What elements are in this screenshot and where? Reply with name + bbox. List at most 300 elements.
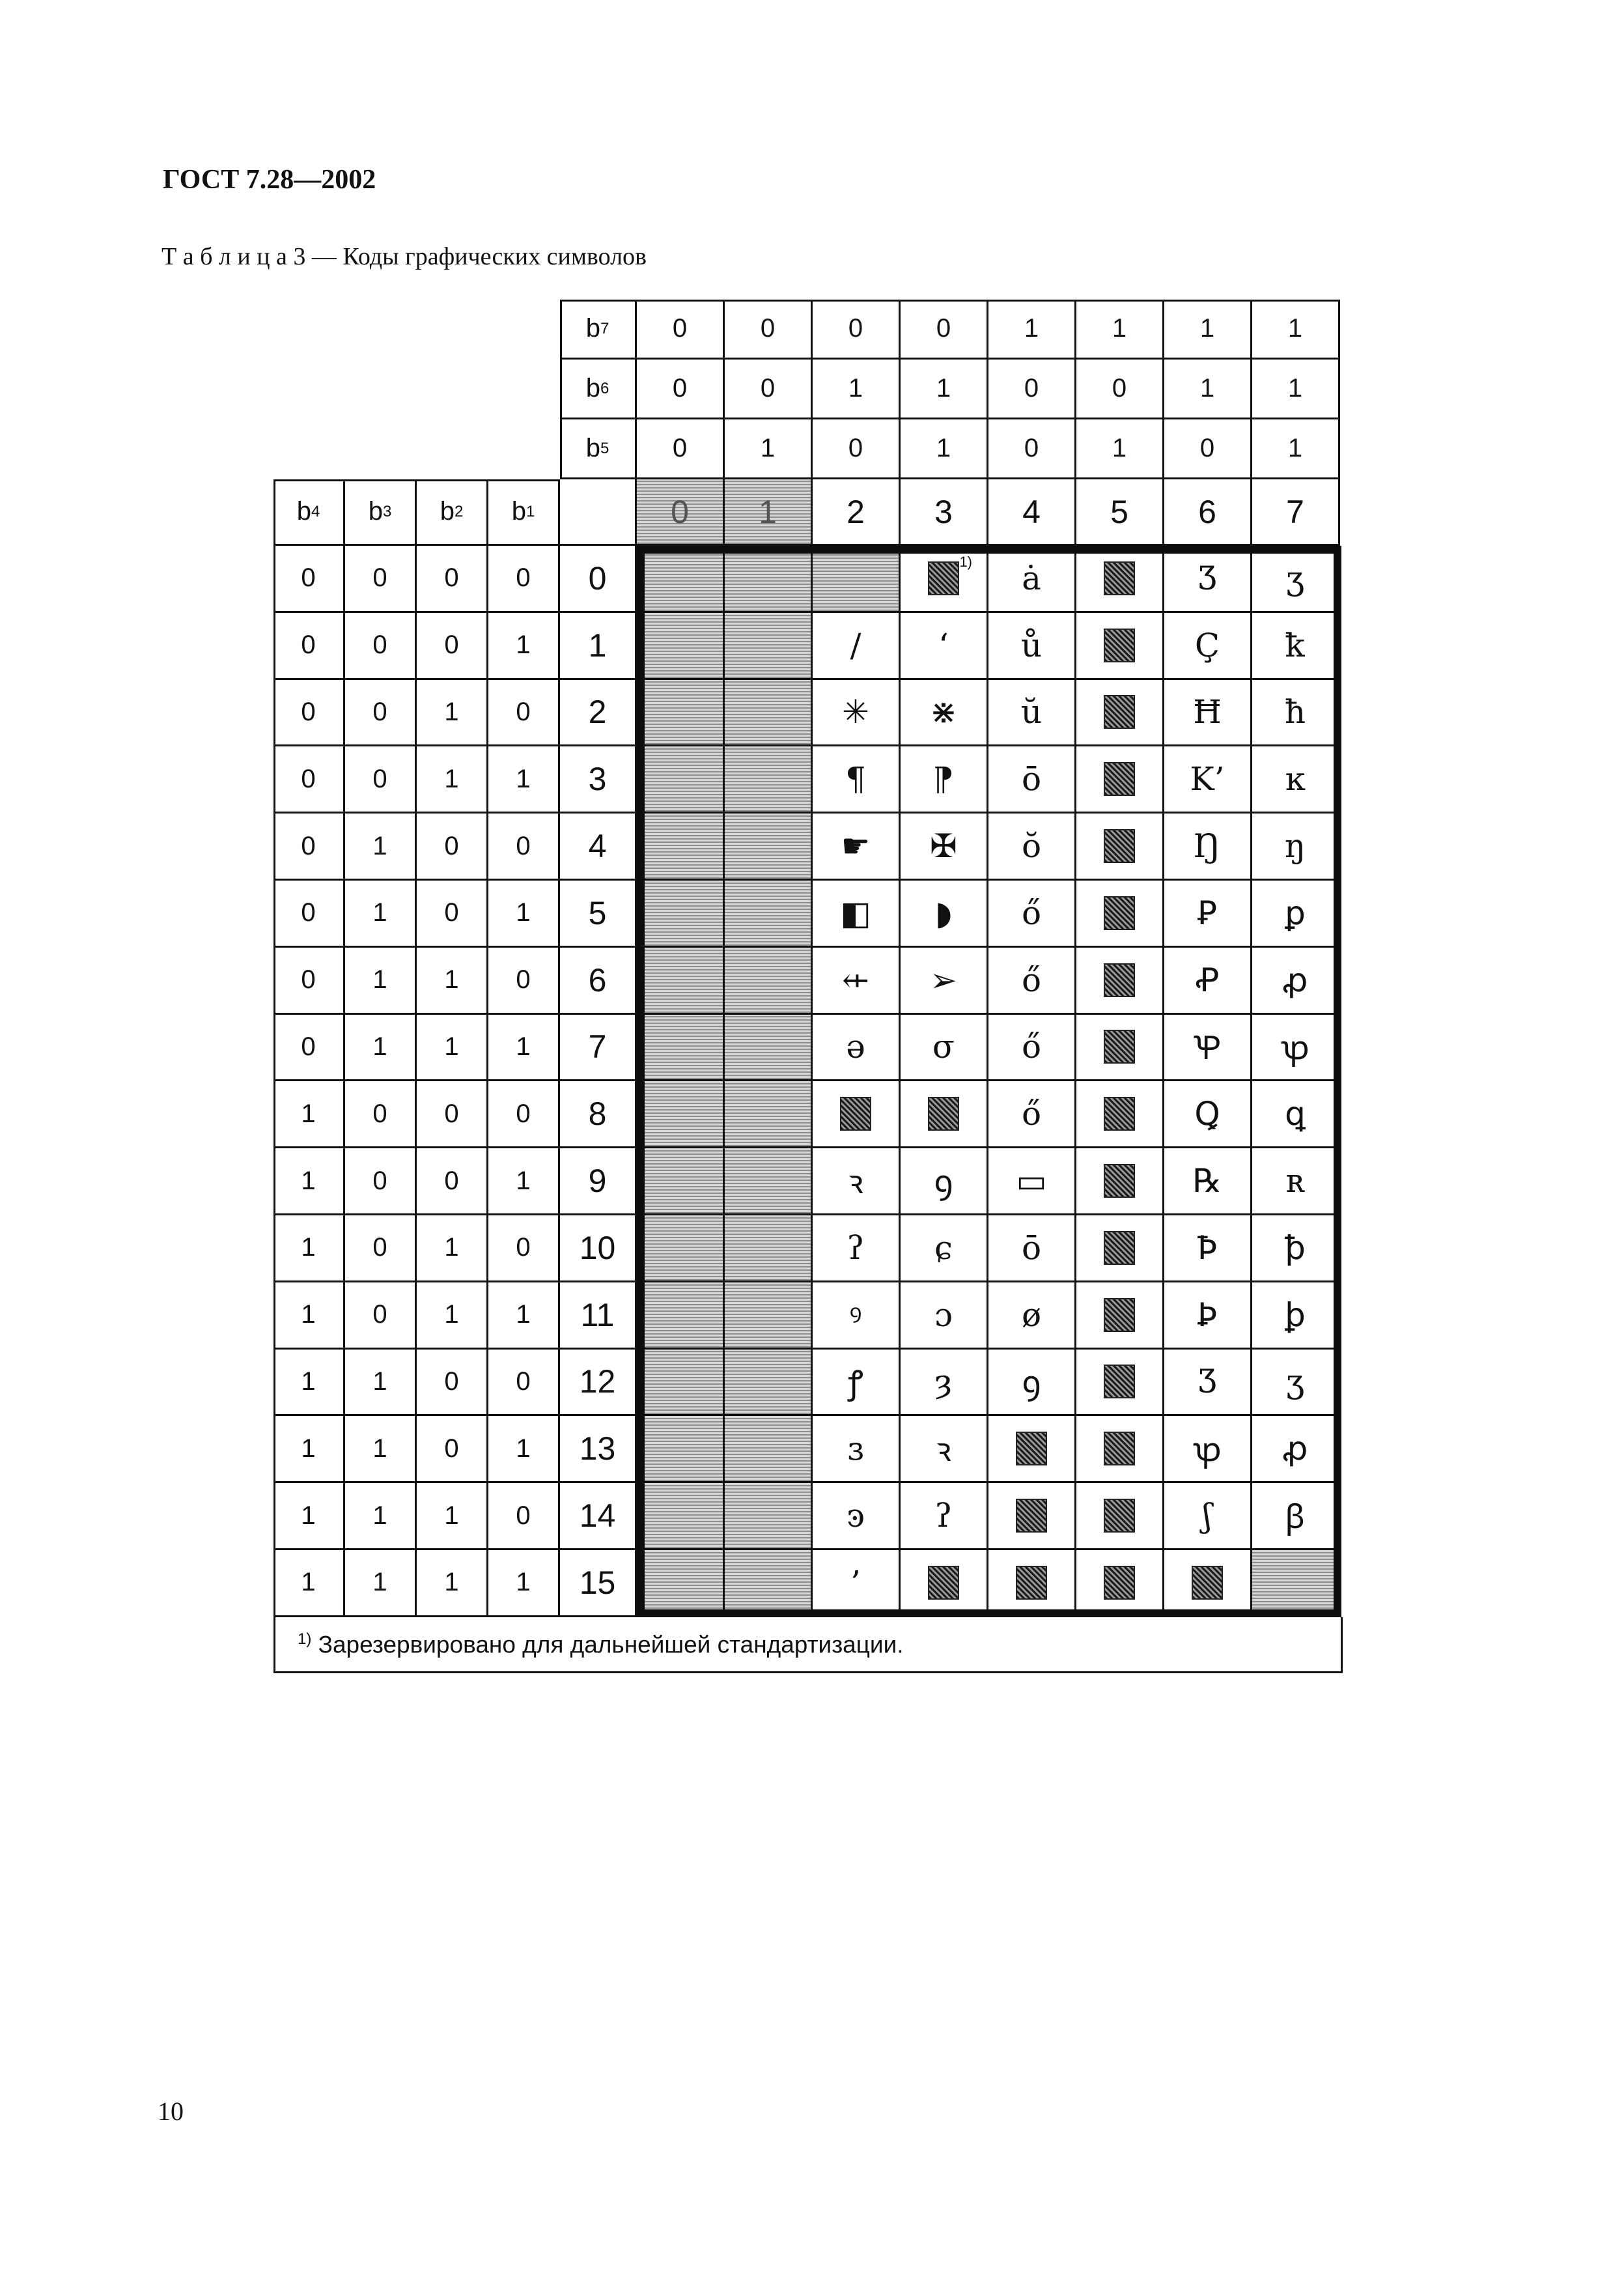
row-1-bit-b3: 0 <box>345 613 417 680</box>
symbol-cell-4-2 <box>988 680 1076 747</box>
symbol-cell-2-0 <box>813 546 901 613</box>
symbol-cell-4-7 <box>988 1015 1076 1082</box>
glyph: ꝛ <box>936 1431 951 1469</box>
row-header-10: 10 <box>560 1215 637 1282</box>
row-12-bit-b4: 1 <box>273 1350 345 1417</box>
bit-label-text: b <box>440 497 455 526</box>
bit-label-b2 <box>417 479 488 546</box>
glyph: ő <box>1021 961 1042 999</box>
row-7-bit-b4: 0 <box>273 1015 345 1082</box>
glyph: Ʒ <box>1197 1363 1217 1401</box>
row-11-bit-b3: 0 <box>345 1282 417 1350</box>
bit-label-b1 <box>488 479 560 546</box>
glyph: K’ <box>1190 760 1225 799</box>
row-10-bit-b2: 1 <box>417 1215 488 1282</box>
symbol-cell-6-15 <box>1164 1550 1252 1617</box>
bit-label-subscript: 4 <box>311 502 320 520</box>
symbol-cell-3-5 <box>901 881 988 948</box>
symbol-cell-6-7 <box>1164 1015 1252 1082</box>
bit-label-text: b <box>296 497 311 526</box>
symbol-cell-0-4 <box>637 814 725 881</box>
row-header-0: 0 <box>560 546 637 613</box>
row-header-4: 4 <box>560 814 637 881</box>
glyph: ¶ <box>845 760 866 799</box>
glyph: ŭ <box>1020 693 1043 731</box>
row-13-bit-b4: 1 <box>273 1416 345 1483</box>
symbol-cell-5-11 <box>1076 1282 1164 1350</box>
symbol-cell-3-11 <box>901 1282 988 1350</box>
symbol-cell-3-13 <box>901 1416 988 1483</box>
glyph: ✳ <box>842 693 869 731</box>
glyph: ▭ <box>1016 1162 1047 1200</box>
symbol-cell-1-12 <box>725 1350 813 1417</box>
symbol-cell-2-7 <box>813 1015 901 1082</box>
symbol-cell-4-11 <box>988 1282 1076 1350</box>
bit-b6-col-0: 0 <box>637 360 725 419</box>
symbol-cell-6-9 <box>1164 1148 1252 1215</box>
symbol-cell-4-9 <box>988 1148 1076 1215</box>
glyph: ꝯ <box>1022 1364 1041 1402</box>
row-10-bit-b3: 0 <box>345 1215 417 1282</box>
row-2-bit-b4: 0 <box>273 680 345 747</box>
glyph: ő <box>1021 894 1042 932</box>
reserved-block-icon <box>1104 829 1135 863</box>
symbol-cell-5-3 <box>1076 746 1164 814</box>
row-15-bit-b2: 1 <box>417 1550 488 1617</box>
glyph: ꞵ <box>1285 1498 1306 1536</box>
glyph: ŋ <box>1284 827 1306 866</box>
bit-b6-col-1: 0 <box>725 360 813 419</box>
row-10-bit-b1: 0 <box>488 1215 560 1282</box>
symbol-cell-6-12 <box>1164 1350 1252 1417</box>
row-1-bit-b1: 1 <box>488 613 560 680</box>
row-15-bit-b3: 1 <box>345 1550 417 1617</box>
glyph: ꝕ <box>1281 1029 1309 1068</box>
row-15-bit-b4: 1 <box>273 1550 345 1617</box>
glyph: ő <box>1021 1028 1042 1066</box>
row-2-bit-b2: 1 <box>417 680 488 747</box>
row-header-7: 7 <box>560 1015 637 1082</box>
glyph: ‘ <box>938 626 949 664</box>
column-header-4: 4 <box>988 479 1076 546</box>
symbol-cell-0-5 <box>637 881 725 948</box>
glyph: ø <box>1021 1295 1042 1334</box>
row-header-13: 13 <box>560 1416 637 1483</box>
glyph: ʒ <box>1285 559 1305 597</box>
bit-b7-col-7: 1 <box>1252 300 1340 360</box>
symbol-cell-2-10 <box>813 1215 901 1282</box>
row-12-bit-b2: 0 <box>417 1350 488 1417</box>
glyph: ɕ <box>934 1228 953 1267</box>
symbol-cell-7-6 <box>1252 948 1340 1015</box>
row-14-bit-b3: 1 <box>345 1483 417 1550</box>
column-header-1: 1 <box>725 479 813 546</box>
bit-b5-col-6: 0 <box>1164 419 1252 479</box>
glyph: ꝥ <box>1285 1228 1306 1267</box>
row-5-bit-b4: 0 <box>273 881 345 948</box>
bit-label-b6 <box>560 360 637 419</box>
row-13-bit-b2: 0 <box>417 1416 488 1483</box>
row-header-1: 1 <box>560 613 637 680</box>
row-2-bit-b1: 0 <box>488 680 560 747</box>
glyph: ꝧ <box>1285 1295 1306 1334</box>
symbol-cell-2-6 <box>813 948 901 1015</box>
reserved-block-icon <box>1192 1566 1223 1600</box>
reserved-block-icon <box>1104 963 1135 997</box>
bit-label-b4 <box>273 479 345 546</box>
symbol-cell-5-6 <box>1076 948 1164 1015</box>
symbol-cell-4-0 <box>988 546 1076 613</box>
symbol-cell-5-10 <box>1076 1215 1164 1282</box>
column-header-7: 7 <box>1252 479 1340 546</box>
glyph: ȝ <box>934 1363 953 1401</box>
glyph: ꝗ <box>1285 1095 1306 1133</box>
symbol-cell-7-1 <box>1252 613 1340 680</box>
row-4-bit-b3: 1 <box>345 814 417 881</box>
bit-b5-col-2: 0 <box>813 419 901 479</box>
reserved-block-icon <box>1104 1231 1135 1265</box>
row-15-bit-b1: 1 <box>488 1550 560 1617</box>
symbol-cell-7-8 <box>1252 1081 1340 1148</box>
symbol-cell-4-6 <box>988 948 1076 1015</box>
symbol-cell-6-5 <box>1164 881 1252 948</box>
reserved-block-icon <box>1104 896 1135 930</box>
symbol-cell-1-9 <box>725 1148 813 1215</box>
symbol-cell-5-1 <box>1076 613 1164 680</box>
footnote-marker: 1) <box>298 1630 312 1648</box>
symbol-cell-6-6 <box>1164 948 1252 1015</box>
row-8-bit-b1: 0 <box>488 1081 560 1148</box>
symbol-cell-6-3 <box>1164 746 1252 814</box>
bit-label-b5 <box>560 419 637 479</box>
row-5-bit-b2: 0 <box>417 881 488 948</box>
symbol-cell-6-10 <box>1164 1215 1252 1282</box>
symbol-cell-3-9 <box>901 1148 988 1215</box>
row-8-bit-b2: 0 <box>417 1081 488 1148</box>
reserved-block-icon <box>1104 1432 1135 1465</box>
bit-b6-col-6: 1 <box>1164 360 1252 419</box>
row-14-bit-b4: 1 <box>273 1483 345 1550</box>
reserved-block-icon <box>1104 762 1135 796</box>
glyph: ō <box>1021 1228 1042 1267</box>
symbol-cell-6-14 <box>1164 1483 1252 1550</box>
symbol-cell-7-0 <box>1252 546 1340 613</box>
symbol-cell-4-12 <box>988 1350 1076 1417</box>
glyph: ŏ <box>1021 827 1042 866</box>
symbol-cell-1-5 <box>725 881 813 948</box>
symbol-cell-6-13 <box>1164 1416 1252 1483</box>
glyph: ⇷ <box>842 961 869 999</box>
column-header-6: 6 <box>1164 479 1252 546</box>
symbol-cell-2-3 <box>813 746 901 814</box>
glyph: ✠ <box>930 827 957 866</box>
symbol-cell-0-13 <box>637 1416 725 1483</box>
reserved-block-icon <box>928 1566 959 1600</box>
glyph: ꝓ <box>1282 1430 1308 1468</box>
row-11-bit-b2: 1 <box>417 1282 488 1350</box>
row-header-2: 2 <box>560 680 637 747</box>
symbol-cell-4-5 <box>988 881 1076 948</box>
symbol-cell-0-1 <box>637 613 725 680</box>
reserved-block-icon <box>1104 1365 1135 1398</box>
symbol-cell-1-15 <box>725 1550 813 1617</box>
row-6-bit-b2: 1 <box>417 948 488 1015</box>
bit-b7-col-4: 1 <box>988 300 1076 360</box>
row-1-bit-b4: 0 <box>273 613 345 680</box>
footnote-text: Зарезервировано для дальнейшей стандартизации. <box>318 1631 904 1658</box>
bit-b5-col-1: 1 <box>725 419 813 479</box>
bit-label-subscript: 2 <box>454 502 464 520</box>
symbol-cell-2-14 <box>813 1483 901 1550</box>
reserved-block-icon <box>1016 1566 1047 1600</box>
glyph: Ꝕ <box>1193 1029 1222 1068</box>
symbol-cell-6-2 <box>1164 680 1252 747</box>
bit-label-text: b <box>368 497 383 526</box>
symbol-cell-3-6 <box>901 948 988 1015</box>
symbol-cell-3-10 <box>901 1215 988 1282</box>
glyph: ɜ <box>847 1430 864 1468</box>
row-0-bit-b3: 0 <box>345 546 417 613</box>
row-4-bit-b1: 0 <box>488 814 560 881</box>
glyph: Ʒ <box>1197 559 1217 597</box>
reserved-block-icon <box>1104 1298 1135 1332</box>
bit-b7-col-1: 0 <box>725 300 813 360</box>
symbol-cell-4-3 <box>988 746 1076 814</box>
glyph: Ꝓ <box>1195 961 1220 999</box>
glyph: Ħ <box>1193 693 1222 731</box>
symbol-cell-3-7 <box>901 1015 988 1082</box>
symbol-cell-0-11 <box>637 1282 725 1350</box>
row-header-15: 15 <box>560 1550 637 1617</box>
glyph: ⋇ <box>930 693 957 731</box>
symbol-cell-5-12 <box>1076 1350 1164 1417</box>
reserved-block-icon <box>840 1097 871 1131</box>
symbol-cell-0-12 <box>637 1350 725 1417</box>
row-header-5: 5 <box>560 881 637 948</box>
glyph: ʀ <box>1285 1162 1305 1200</box>
glyph: Ŋ <box>1193 827 1222 866</box>
column-header-5: 5 <box>1076 479 1164 546</box>
symbol-cell-3-0 <box>901 546 988 613</box>
symbol-cell-5-8 <box>1076 1081 1164 1148</box>
reserved-block-icon <box>1104 1097 1135 1131</box>
symbol-cell-5-13 <box>1076 1416 1164 1483</box>
row-header-6: 6 <box>560 948 637 1015</box>
glyph: ꝭ <box>848 1364 863 1402</box>
row-3-bit-b2: 1 <box>417 746 488 814</box>
row-header-3: 3 <box>560 746 637 814</box>
glyph: ꝯ <box>934 1163 953 1202</box>
row-6-bit-b4: 0 <box>273 948 345 1015</box>
symbol-cell-7-14 <box>1252 1483 1340 1550</box>
glyph: ȧ <box>1022 559 1041 597</box>
symbol-cell-1-11 <box>725 1282 813 1350</box>
row-header-9: 9 <box>560 1148 637 1215</box>
reserved-block-icon <box>1104 1499 1135 1533</box>
symbol-cell-2-1 <box>813 613 901 680</box>
bit-b7-col-3: 0 <box>901 300 988 360</box>
symbol-cell-7-3 <box>1252 746 1340 814</box>
symbol-cell-7-5 <box>1252 881 1340 948</box>
bit-label-subscript: 5 <box>600 439 609 457</box>
glyph: σ <box>932 1028 955 1066</box>
bit-label-b3 <box>345 479 417 546</box>
row-header-11: 11 <box>560 1282 637 1350</box>
row-7-bit-b2: 1 <box>417 1015 488 1082</box>
row-5-bit-b1: 1 <box>488 881 560 948</box>
symbol-cell-7-4 <box>1252 814 1340 881</box>
symbol-cell-7-10 <box>1252 1215 1340 1282</box>
reserved-block-icon <box>1104 1566 1135 1600</box>
symbol-cell-1-10 <box>725 1215 813 1282</box>
bit-b6-col-2: 1 <box>813 360 901 419</box>
symbol-cell-1-14 <box>725 1483 813 1550</box>
bit-label-subscript: 1 <box>525 502 535 520</box>
glyph: Ꝑ <box>1197 894 1218 932</box>
symbol-cell-2-9 <box>813 1148 901 1215</box>
row-9-bit-b2: 0 <box>417 1148 488 1215</box>
glyph: ꝛ <box>848 1163 863 1202</box>
bit-b6-col-4: 0 <box>988 360 1076 419</box>
symbol-cell-4-13 <box>988 1416 1076 1483</box>
symbol-cell-1-13 <box>725 1416 813 1483</box>
glyph: ʒ <box>1285 1363 1305 1401</box>
symbol-cell-1-2 <box>725 680 813 747</box>
bit-label-subscript: 7 <box>600 319 609 337</box>
glyph: ⁋ <box>933 760 954 799</box>
symbol-cell-4-1 <box>988 613 1076 680</box>
symbol-cell-3-15 <box>901 1550 988 1617</box>
glyph: ꝰ <box>849 1297 862 1335</box>
symbol-cell-0-10 <box>637 1215 725 1282</box>
row-13-bit-b1: 1 <box>488 1416 560 1483</box>
glyph: ☛ <box>841 827 871 866</box>
symbol-cell-3-4 <box>901 814 988 881</box>
bit-label-text: b <box>585 374 600 403</box>
symbol-cell-3-1 <box>901 613 988 680</box>
glyph: ʔ <box>934 1497 953 1535</box>
symbol-cell-3-12 <box>901 1350 988 1417</box>
symbol-cell-1-4 <box>725 814 813 881</box>
row-9-bit-b3: 0 <box>345 1148 417 1215</box>
bit-b6-col-7: 1 <box>1252 360 1340 419</box>
symbol-cell-1-8 <box>725 1081 813 1148</box>
glyph: ꝓ <box>1282 961 1308 999</box>
symbol-cell-6-1 <box>1164 613 1252 680</box>
glyph: ꝕ <box>1193 1431 1222 1469</box>
row-0-bit-b2: 0 <box>417 546 488 613</box>
row-6-bit-b3: 1 <box>345 948 417 1015</box>
row-header-12: 12 <box>560 1350 637 1417</box>
glyph: ʔ <box>847 1228 865 1267</box>
symbol-cell-5-0 <box>1076 546 1164 613</box>
row-12-bit-b3: 1 <box>345 1350 417 1417</box>
reserved-block-icon <box>928 1097 959 1131</box>
symbol-cell-6-4 <box>1164 814 1252 881</box>
glyph: Ç <box>1194 626 1220 664</box>
symbol-cell-4-10 <box>988 1215 1076 1282</box>
row-13-bit-b3: 1 <box>345 1416 417 1483</box>
symbol-cell-5-15 <box>1076 1550 1164 1617</box>
column-header-3: 3 <box>901 479 988 546</box>
row-14-bit-b1: 0 <box>488 1483 560 1550</box>
symbol-cell-2-2 <box>813 680 901 747</box>
symbol-cell-5-5 <box>1076 881 1164 948</box>
bit-b6-col-3: 1 <box>901 360 988 419</box>
reserved-block-icon <box>1104 561 1135 595</box>
row-8-bit-b4: 1 <box>273 1081 345 1148</box>
symbol-cell-0-3 <box>637 746 725 814</box>
symbol-cell-6-8 <box>1164 1081 1252 1148</box>
row-3-bit-b3: 0 <box>345 746 417 814</box>
symbol-cell-2-8 <box>813 1081 901 1148</box>
symbol-cell-0-0 <box>637 546 725 613</box>
symbol-cell-3-2 <box>901 680 988 747</box>
bit-label-text: b <box>585 314 600 343</box>
row-6-bit-b1: 0 <box>488 948 560 1015</box>
glyph: ĸ <box>1285 760 1306 799</box>
symbol-cell-3-14 <box>901 1483 988 1550</box>
reserved-block-icon <box>1016 1432 1047 1465</box>
glyph: Ꝧ <box>1197 1295 1218 1334</box>
table-footnote <box>273 1617 1343 1673</box>
row-3-bit-b4: 0 <box>273 746 345 814</box>
symbol-cell-1-7 <box>725 1015 813 1082</box>
row-1-bit-b2: 0 <box>417 613 488 680</box>
bit-b5-col-5: 1 <box>1076 419 1164 479</box>
table-caption: Т а б л и ц а 3 — Коды графических символов <box>161 243 647 270</box>
symbol-cell-3-3 <box>901 746 988 814</box>
glyph: ꜿ <box>846 1497 865 1535</box>
bit-b5-col-3: 1 <box>901 419 988 479</box>
symbol-cell-7-9 <box>1252 1148 1340 1215</box>
bit-b5-col-7: 1 <box>1252 419 1340 479</box>
bit-b5-col-0: 0 <box>637 419 725 479</box>
glyph: ħ <box>1284 693 1306 731</box>
symbol-cell-3-8 <box>901 1081 988 1148</box>
reserved-block-icon <box>1104 629 1135 662</box>
row-0-bit-b4: 0 <box>273 546 345 613</box>
column-header-0: 0 <box>637 479 725 546</box>
symbol-cell-0-14 <box>637 1483 725 1550</box>
glyph: ő <box>1021 1095 1042 1133</box>
glyph: ʃ <box>1203 1497 1212 1535</box>
row-header-14: 14 <box>560 1483 637 1550</box>
row-9-bit-b4: 1 <box>273 1148 345 1215</box>
row-12-bit-b1: 0 <box>488 1350 560 1417</box>
symbol-cell-5-14 <box>1076 1483 1164 1550</box>
symbol-cell-5-7 <box>1076 1015 1164 1082</box>
glyph: Ꝗ <box>1194 1095 1220 1133</box>
bit-label-b7 <box>560 300 637 360</box>
row-0-bit-b1: 0 <box>488 546 560 613</box>
bit-b6-col-5: 0 <box>1076 360 1164 419</box>
bit-label-text: b <box>511 497 526 526</box>
symbol-cell-2-15 <box>813 1550 901 1617</box>
row-11-bit-b1: 1 <box>488 1282 560 1350</box>
symbol-cell-2-13 <box>813 1416 901 1483</box>
cell-footnote-marker: 1) <box>959 554 972 570</box>
glyph: Ꝥ <box>1197 1228 1218 1267</box>
reserved-block-icon <box>928 561 959 595</box>
symbol-cell-4-15 <box>988 1550 1076 1617</box>
row-3-bit-b1: 1 <box>488 746 560 814</box>
row-5-bit-b3: 1 <box>345 881 417 948</box>
glyph: ů <box>1020 626 1043 664</box>
symbol-cell-6-11 <box>1164 1282 1252 1350</box>
glyph: ō <box>1021 760 1042 799</box>
page-number: 10 <box>158 2097 184 2126</box>
